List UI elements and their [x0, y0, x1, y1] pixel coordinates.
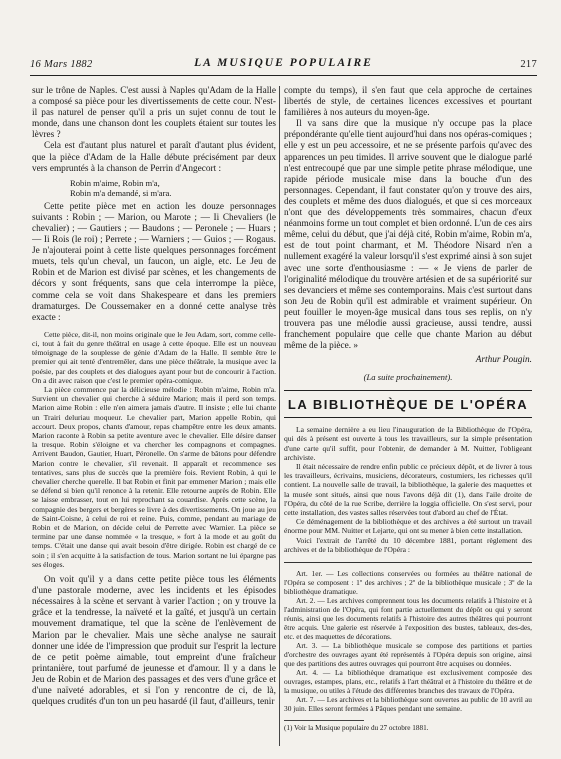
paragraph: Voici l'extrait de l'arrêté du 10 décembre 1881, portant règlement des archives et de la bibliothèque de l'Opéra : — [284, 535, 532, 554]
page-header — [30, 56, 537, 74]
paragraph: On voit qu'il y a dans cette petite pièce tous les éléments d'une pastorale moderne, avec les incidents et les épisodes nécessaires à la scène et servant à varier l'action ; on y trouve la grâce et la tendresse, la naïveté et la gaîté, et jusqu'à un certain mouvement dramatique, tel que la scène de l'enlèvement de Marion par le chevalier. Mais une sèche analyse ne saurait donner une idée de l'impression que produit sur l'esprit la lecture de ce petit poème aimable, tout empreint d'une fraîcheur printanière, tout parfumé de jeunesse et d'amour. Il y a dans le Jeu de Robin et de Marion des passages et des vers d'une grâce et d'une naïveté adorables, et si l'on y rencontre de ci, de là, quelques crudités d'un ton un peu hasardé (il faut, d'ailleurs, tenir — [32, 575, 276, 708]
column-divider — [279, 86, 280, 746]
header-rule — [30, 75, 537, 76]
verse-line: Robin m'a demandé, si m'ara. — [70, 188, 172, 199]
header-date: 16 Mars 1882 — [30, 59, 93, 70]
article-text: Art. 3. — La bibliothèque musicale se compose des partitions et parties d'orchestre des ouvrages ayant été représentés à l'Opéra depuis son origine, ainsi que des partitions des autres ouvrages qui pourront être acquises ou données. — [284, 641, 532, 669]
article-text: Art. 7. — Les archives et la bibliothèque sont ouvertes au public de 10 avril au 30 juin. Elles seront fermées à Pâques pendant une semaine. — [284, 695, 532, 714]
left-column — [32, 86, 276, 708]
paragraph: Il était nécessaire de rendre enfin public ce précieux dépôt, et de livrer à tous les travailleurs, écrivains, musiciens, décorateurs, costumiers, les richesses qu'il contient. La nouvelle salle de travail, la bibliothèque, la galerie des maquettes et la musée sont situés, ainsi que nous l'avons déjà dit (1), dans l'aile droite de l'Opéra, du côté de la rue Scribe, derrière la loggia officielle. On s'est servi, pour cette installation, des vastes salles réservées tout d'abord au chef de l'État. — [284, 462, 532, 518]
paragraph: Ce déménagement de la bibliothèque et des archives a été surtout un travail énorme pour MM. Nuitter et Lejarte, qui ont su mener à bien cette installation. — [284, 517, 532, 536]
verse-quote — [32, 178, 276, 199]
paragraph: Cela est d'autant plus naturel et paraît d'autant plus évident, que la pièce d'Adam de la Halle débute précisément par deux vers empruntés à la chanson de Perrin d'Angecort : — [32, 141, 276, 174]
quoted-analysis: Cette pièce, dit-il, non moins originale que le Jeu Adam, sort, comme celle-ci, tout à fait du genre théâtral en usage à cette époque. Elle est un nouveau témoignage de la souplesse de génie d'Adam de la Halle. Il semble être le premier qui ait tenté d'entremêler, dans une pièce théâtrale, la musique avec la poésie, par des couplets et des dialogues ayant pour but de concourir à l'action. On a dit avec raison que c'est le premier opéra-comique. — [32, 329, 276, 385]
section-title: LA BIBLIOTHÈQUE DE L'OPÉRA — [284, 390, 532, 418]
author-signature: Arthur Pougin. — [475, 355, 532, 366]
paragraph: sur le trône de Naples. C'est aussi à Naples qu'Adam de la Halle a composé sa pièce pour les divertissements de cette cour. N'est-il pas naturel de penser qu'il a pris un sujet connu de tout le monde, dans une chanson dont les couplets étaient sur toutes les lèvres ? — [32, 86, 276, 141]
article-text: Art. 2. — Les archives comprennent tous les documents relatifs à l'histoire et à l'administration de l'Opéra, qui font partie actuellement du dépôt ou qui y seront réunis, ainsi que les documents relatifs à l'histoire des autres théâtres qui pourront être acquis. Une galerie est réservée à l'exposition des bustes, tableaux, des-des, etc. et des maquettes de décorations. — [284, 596, 532, 642]
article-text: Art. 1er. — Les collections conservées ou formées au théâtre national de l'Opéra se composent : 1º des archives ; 2º de la bibliothèque musicale ; 3º de la bibliothèque dramatique. — [284, 569, 532, 597]
paragraph: La semaine dernière a eu lieu l'inauguration de la Bibliothèque de l'Opéra, qui dès à présent est ouverte à tous les travailleurs, sur la simple présentation d'une carte qu'il suffit, pour l'obtenir, de demander à M. Nuitter, l'obligeant archiviste. — [284, 425, 532, 462]
paragraph: Il va sans dire que la musique n'y occupe pas la place prépondérante qu'elle tient aujourd'hui dans nos opéras-comiques ; elle y est un peu accessoire, et ne se présente parfois qu'avec des apparences un peu timides. Il arrive souvent que le dialogue parlé n'est entrecoupé que par une simple petite phrase mélodique, une rapide période musicale mise dans la bouche d'un des personnages. Cependant, il faut constater qu'on y trouve des airs, des couplets et même des duos dialogués, et que si ces morceaux n'ont que des développements très sommaires, chacun d'eux néanmoins forme un tout complet et bien ordonné. L'un de ces airs même, celui du début, que j'ai déjà cité, Robin m'aime, Robin m'a, est de tout point charmant, et M. Théodore Nisard n'en a nullement exagéré la valeur lorsqu'il s'est exprimé ainsi à son sujet avec une sorte d'enthousiasme : — « Je viens de parler de l'originalité mélodique du trouvère artésien et de sa supériorité sur ses devanciers et même ses contemporains. Mais c'est surtout dans son Jeu de Robin qu'il est admirable et vraiment supérieur. On peut fouiller le moyen-âge musical dans tous ses replis, on n'y trouvera pas une mélodie aussi gracieuse, aussi tendre, aussi franchement populaire que celle que chante Marion au début même de la pièce. » — [284, 119, 532, 352]
footnote: (1) Voir la Musique populaire du 27 octobre 1881. — [284, 724, 429, 733]
paragraph: Cette petite pièce met en action les douze personnages suivants : Robin ; — Marion, ou Marote ; — Ii Chevaliers (le chevalier) ; — Gautiers ; — Baudons ; — Peronele ; — Huars ; — Ii Rois (le roi) ; Perrete ; — Warniers ; — Guios ; — Rogaus. Je n'ajouterai point à cette liste quelques personnages forcément muets, tels qu'un cheval, un faucon, un aigle, etc. Le Jeu de Robin et de Marion est divisé par scènes, et les changements de décors y sont fréquents, sans que cela interrompe la pièce, comme cela se voit dans Shakespeare et dans les premiers dramaturges. De Coussemaker en a donné cette analyse très exacte : — [32, 201, 276, 323]
paragraph: compte du temps), il s'en faut que cela approche de certaines libertés de style, de certaines licences excessives et pourtant familières à nos auteurs du moyen-âge. — [284, 86, 532, 119]
header-title: LA MUSIQUE POPULAIRE — [194, 57, 373, 69]
verse-line: Robin m'aime, Robin m'a, — [70, 177, 160, 188]
to-be-continued: (La suite prochainement). — [363, 372, 453, 383]
right-column — [284, 86, 532, 733]
article-text: Art. 4. — La bibliothèque dramatique est exclusivement composée des ouvrages, estampes, plans, etc., relatifs à l'art théâtral et à l'histoire du théâtre et de la musique, ou utiles à l'étude des différentes branches des travaux de l'Opéra. — [284, 668, 532, 696]
quoted-analysis: La pièce commence par la délicieuse mélodie : Robin m'aime, Robin m'a. Survient un chevalier qui cherche à séduire Marion; mais il perd son temps. Marion aime Robin : elle n'en aimera jamais d'autre. Il insiste ; elle lui chante un Trairi deluriau moqueur. Le chevalier part, Marion appelle Robin, qui accourt. Deux propos, chants d'amour, repas champêtre entre les deux amants. Marion raconte à Robin sa petite aventure avec le chevalier. Elle désire danser la tresque. Robin s'éloigne et va chercher les compagnons et compagnes. Arrivent Baudon, Gautier, Huart, Péronelle. On s'arme de bâtons pour défendre Marion contre le chevalier, s'il revenait. Il apparaît et recommence ses tentatives, sans plus de succès que la première fois. Revient Robin, à qui le chevalier cherche querelle. Il bat Robin et finit par emmener Marion ; mais elle se défend si bien qu'il renonce à la retenir. Elle retourne auprès de Robin. Elle se laisse embrasser, tout en lui reprochant sa couardise. Après cette scène, la compagnie des bergers et bergères se livre à des divertissements. On joue au jeu de Saint-Coisne, à celui de roi et reine. Puis, comme, pendant au mariage de Robin et de Marion, on décide celui de Perrette avec Warnier. La pièce se termine par une danse nommée « la tresque, » fort à la mode et au goût du temps. C'était une danse qui avait besoin d'être dirigée. Robin est chargé de ce soin ; il s'en acquitte à la satisfaction de tous. Marion sortant ne lui épargne pas ses éloges. — [32, 385, 276, 569]
page-number: 217 — [520, 59, 537, 70]
footnote-rule — [284, 720, 364, 721]
divider — [284, 562, 532, 563]
